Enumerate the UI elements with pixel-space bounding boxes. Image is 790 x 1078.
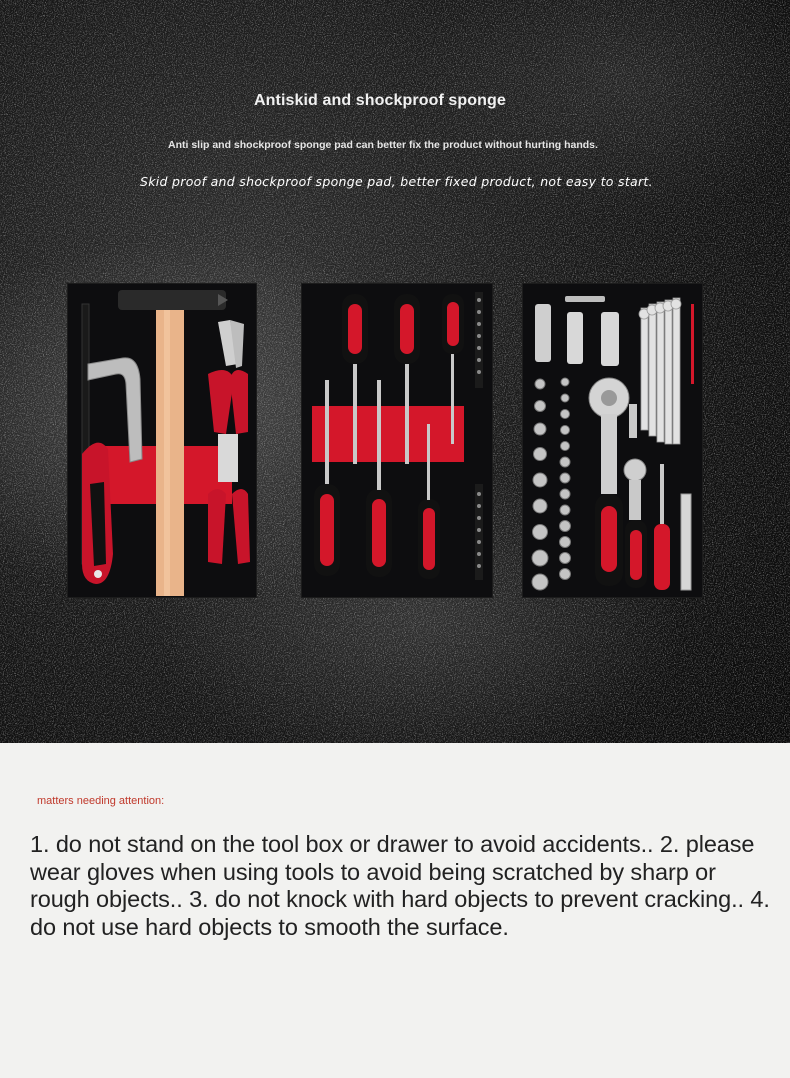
notes-text: 1. do not stand on the tool box or drawer to avoid accidents.. 2. please wear gloves when using tools to avoid being scratched by sharp or rough objects.. 3. do not knock with hard objects to prevent cracking.. 4. do not use hard objects to smooth the surface. — [30, 831, 770, 940]
hand-tools-illustration — [68, 284, 256, 597]
wrench-icon — [639, 298, 681, 444]
ratchet-icon — [589, 378, 647, 588]
screwdriver-tray — [302, 284, 492, 597]
hacksaw-icon — [82, 304, 142, 584]
hero-tagline: Skid proof and shockproof sponge pad, better fixed product, not easy to start. — [140, 174, 653, 189]
hero-title: Antiskid and shockproof sponge — [254, 92, 506, 109]
notes-section — [0, 743, 790, 1078]
hero-subtitle: Anti slip and shockproof sponge pad can better fix the product without hurting hands. — [168, 139, 598, 151]
screwdriver-illustration — [302, 284, 492, 597]
notes-label: matters needing attention: — [37, 795, 165, 807]
hand-tools-tray — [68, 284, 256, 597]
socket-illustration — [523, 284, 702, 597]
pliers-icon — [208, 320, 250, 564]
socket-tray — [523, 284, 702, 597]
